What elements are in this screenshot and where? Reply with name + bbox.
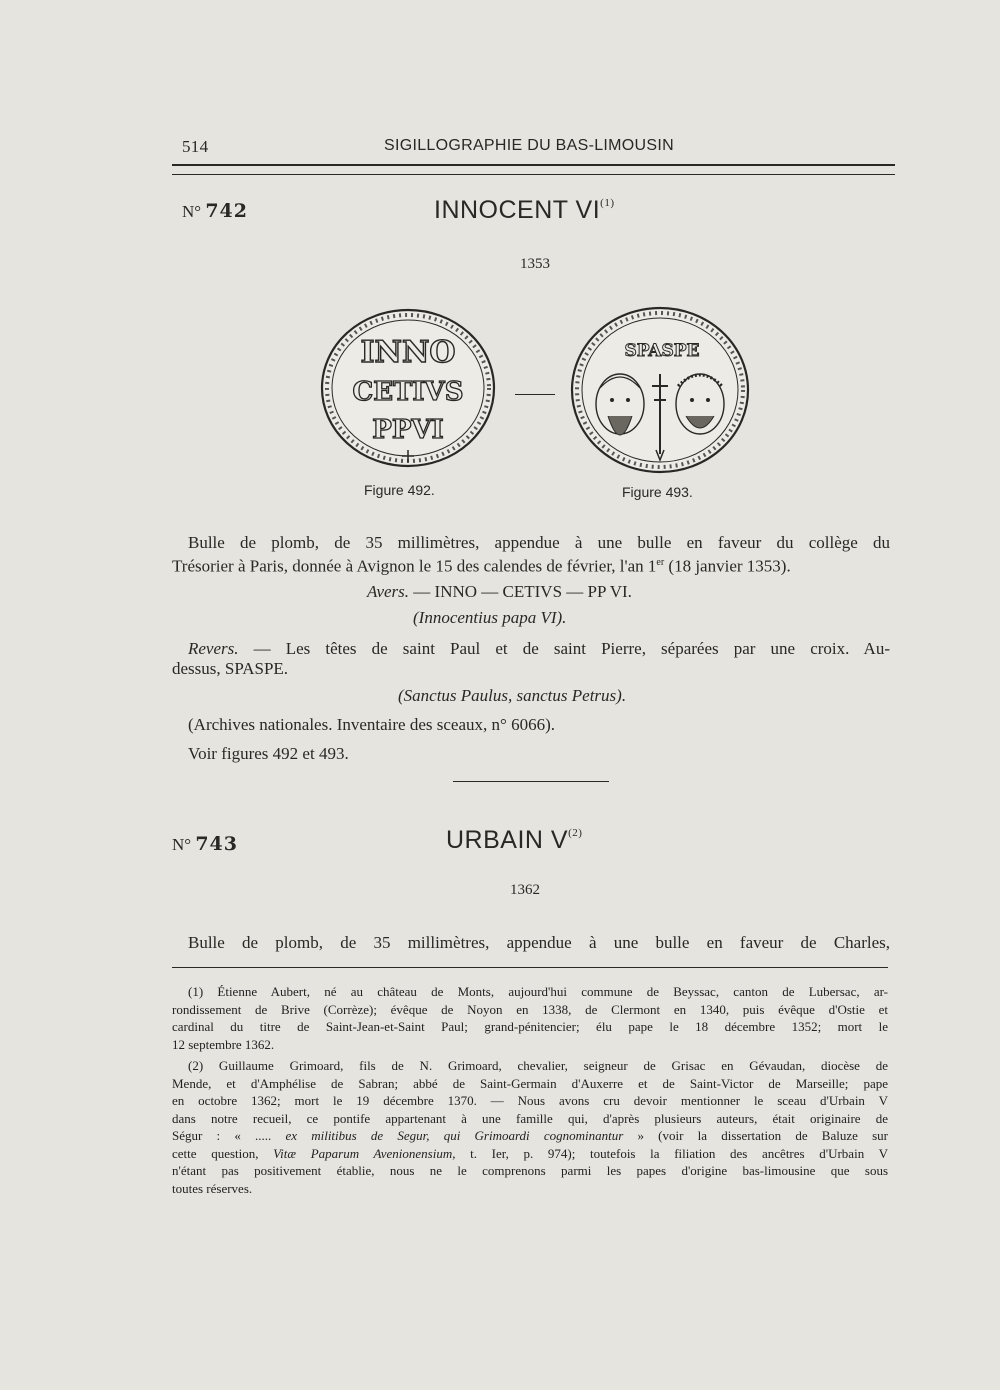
footnote-1-line: (1) Étienne Aubert, né au château de Monts, aujourd'hui commune de Beyssac, canton de Lubersac, ar- [188, 984, 888, 999]
seal-obverse-line-1: INNO [360, 335, 456, 370]
entry-742-desc-line-1: Bulle de plomb, de 35 millimètres, appendue à une bulle en faveur du collège du [188, 533, 890, 552]
entry-743-title: URBAIN $V^{(2)}$ [446, 826, 583, 854]
figure-492-caption: Figure 492. [364, 482, 435, 498]
entry-743-number: N° 743 [172, 833, 238, 855]
revers-line-1: Revers. — Les têtes de saint Paul et de saint Pierre, séparées par une croix. Au- [188, 639, 890, 658]
footnote-rule [172, 967, 888, 968]
entry-742-year: 1353 [520, 256, 550, 272]
entry-743-desc-line-1: Bulle de plomb, de 35 millimètres, appendue à une bulle en faveur de Charles, [188, 933, 890, 952]
header-rule [172, 164, 895, 166]
footnote-2-line: en octobre 1362; mort le 19 décembre 1370. — Nous avons cru devoir mentionner le sceau d'Urbain V [172, 1093, 888, 1108]
footnote-2-line: Ségur : « ..... ex militibus de Segur, qui Grimoardi cognominantur » (voir la dissertation de Baluze sur [172, 1128, 888, 1143]
footnote-2 [172, 1057, 889, 1197]
footnote-2-line: dans notre recueil, ce pontife appartenant à une famille qui, d'après plusieurs auteurs, était originaire de [172, 1110, 888, 1126]
page-number: 514 [182, 137, 209, 156]
entry-742-number: N° 742 [182, 200, 248, 222]
seal-obverse-figure [318, 306, 498, 472]
footnote-1 [172, 983, 888, 1053]
entry-742-desc-line-2: Trésorier à Paris, donnée à Avignon le 15 des calendes de février, l'an 1er (18 janvier 1353). [172, 556, 791, 576]
footnote-2-line: (2) Guillaume Grimoard, fils de N. Grimoard, chevalier, seigneur de Grisac en Gévaudan, diocèse de [188, 1058, 888, 1073]
footnote-1-line: 12 septembre 1362. [172, 1036, 275, 1052]
avers-line: Avers. — INNO — CETIVS — PP VI. [367, 582, 632, 601]
section-divider [453, 781, 609, 782]
entry-742-title: INNOCENT VI$^{(1)}$ [434, 196, 615, 224]
seal-separator [515, 394, 555, 395]
footnote-2-line: n'étant pas positivement établie, nous ne le comprenons parmi les papes d'origine bas-limousine que sous [172, 1163, 888, 1178]
seal-obverse-line-3: PPVI [372, 415, 444, 445]
footnote-1-line: cardinal du titre de Saint-Jean-et-Saint Paul; grand-pénitencier; élu pape le 18 décembre 1352; mort le [172, 1019, 888, 1034]
footnote-1-line: rondissement de Brive (Corrèze); évêque de Noyon en 1338, de Clermont en 1340, puis évêque d'Ostie et [172, 1001, 888, 1017]
seal-obverse-line-2: CETIVS [352, 377, 464, 407]
footnote-2-line: cette question, Vitæ Paparum Avenionensium, t. Ier, p. 974); toutefois la filiation des ancêtres d'Urbain V [172, 1145, 889, 1161]
avers-gloss: (Innocentius papa VI). [413, 608, 567, 627]
header-rule-thin [172, 174, 895, 175]
entry-742-see-figures: Voir figures 492 et 493. [188, 744, 349, 763]
revers-line-2: dessus, SPASPE. [172, 659, 289, 678]
revers-gloss: (Sanctus Paulus, sanctus Petrus). [398, 686, 627, 705]
figure-493-caption: Figure 493. [622, 484, 693, 500]
footnote-2-line: Mende, et d'Amphélise de Sabran; abbé de Saint-Germain d'Auxerre et de Saint-Victor de Marseille; pape [172, 1075, 888, 1091]
entry-742-source: (Archives nationales. Inventaire des sceaux, n° 6066). [188, 715, 555, 734]
seal-reverse-legend: SPASPE [624, 341, 700, 361]
footnote-2-line: toutes réserves. [172, 1180, 253, 1196]
seal-reverse-figure [568, 304, 752, 476]
entry-743-year: 1362 [510, 882, 540, 898]
running-title: SIGILLOGRAPHIE DU BAS-LIMOUSIN [384, 137, 674, 154]
